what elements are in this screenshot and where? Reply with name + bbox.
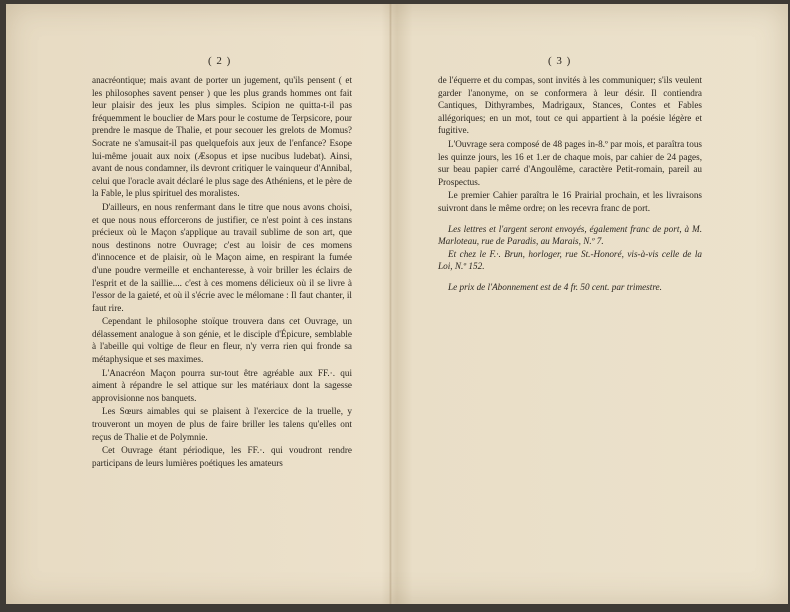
paragraph: Cet Ouvrage étant périodique, les FF.·. qui voudront rendre participans de leurs lumières poétiques les amateurs xyxy=(92,445,352,468)
paragraph: L'Anacréon Maçon pourra sur-tout être agréable aux FF.·. qui aiment à répandre le sel attique sur les matériaux dont la sagesse approvisionne nos banquets. xyxy=(92,367,352,403)
page-gutter xyxy=(389,4,392,604)
page-number-left: ( 2 ) xyxy=(208,55,232,67)
paragraph: L'Ouvrage sera composé de 48 pages in-8.º par mois, et paraîtra tous les quinze jours, les 16 et 1.er de chaque mois, par cahier de 24 pages, sur beau papier carré d'Angoulême, caractère Petit-romain, pareil au Prospectus. xyxy=(438,138,702,187)
right-page-text xyxy=(438,74,702,294)
paragraph: Le premier Cahier paraîtra le 16 Prairial prochain, et les livraisons suivront dans le même ordre; on les recevra franc de port. xyxy=(438,190,702,213)
subscription-price: Le prix de l'Abonnement est de 4 fr. 50 cent. par trimestre. xyxy=(448,281,662,292)
paragraph: D'ailleurs, en nous renfermant dans le titre que nous avons choisi, et que nous nous efforcerons de justifier, ce n'est point à ces instans précieux où le Maçon s'applique au travail sublime de son art, que nous destinons notre Ouvrage; c'est au loisir de ces momens d'innocence et de plaisir, où le Maçon aime, en respirant la fumée d'une poudre vermeille et enchanteresse, à voir briller les éclairs de l'esprit et de la saillie.... c'est à ces momens délicieux où il se livre à l'essor de la gaieté, et où il s'écrie avec le mélomane : Il faut chanter, il faut rire. xyxy=(92,201,352,313)
address-note: Et chez le F.·. Brun, horloger, rue St.-Honoré, vis-à-vis celle de la Loi, N.º 152. xyxy=(438,248,702,272)
paragraph: de l'équerre et du compas, sont invités à les communiquer; s'ils veulent garder l'anonyme, on se conformera à leur désir. Il contiendra Cantiques, Dithyrambes, Madrigaux, Stances, Contes et Fables allégoriques; en un mot, tout ce qui appartient à la poésie légère et fugitive. xyxy=(438,75,702,136)
paragraph: Les Sœurs aimables qui se plaisent à l'exercice de la truelle, y trouveront un moyen de plus de faire briller les talens qu'elles ont reçus de Thalie et de Polymnie. xyxy=(92,406,352,442)
paragraph: anacréontique; mais avant de porter un jugement, qu'ils pensent ( et les philosophes savent penser ) que les plus grands hommes ont fait leur plaisir des jeux les plus simples. Scipion ne quitta-t-il pas fréquemment le bouclier de Mars pour le costume de Terpsicore, pour prendre le masque de Thalie, et pour secouer les grelots de Momus? Socrate ne s'amusait-il pas quelquefois aux jeux de l'enfance? Esope lui-même jouait aux noix (Æsopus et ipse nucibus ludebat). Ainsi, avant de nous condamner, ils devront critiquer le vainqueur d'Annibal, celui que l'oracle avait déclaré le plus sage des Athéniens, et le père de la Fable, le plus spirituel des moralistes. xyxy=(92,75,352,199)
paragraph: Cependant le philosophe stoïque trouvera dans cet Ouvrage, un délassement analogue à son génie, et le disciple d'Épicure, semblable à l'abeille qui voltige de fleur en fleur, n'y verra rien qui fronde sa métaphysique et ses maximes. xyxy=(92,316,352,365)
page-number-right: ( 3 ) xyxy=(548,55,572,67)
left-page-text xyxy=(92,74,352,469)
address-note: Les lettres et l'argent seront envoyés, également franc de port, à M. Marloteau, rue de Paradis, au Marais, N.º 7. xyxy=(438,223,702,247)
